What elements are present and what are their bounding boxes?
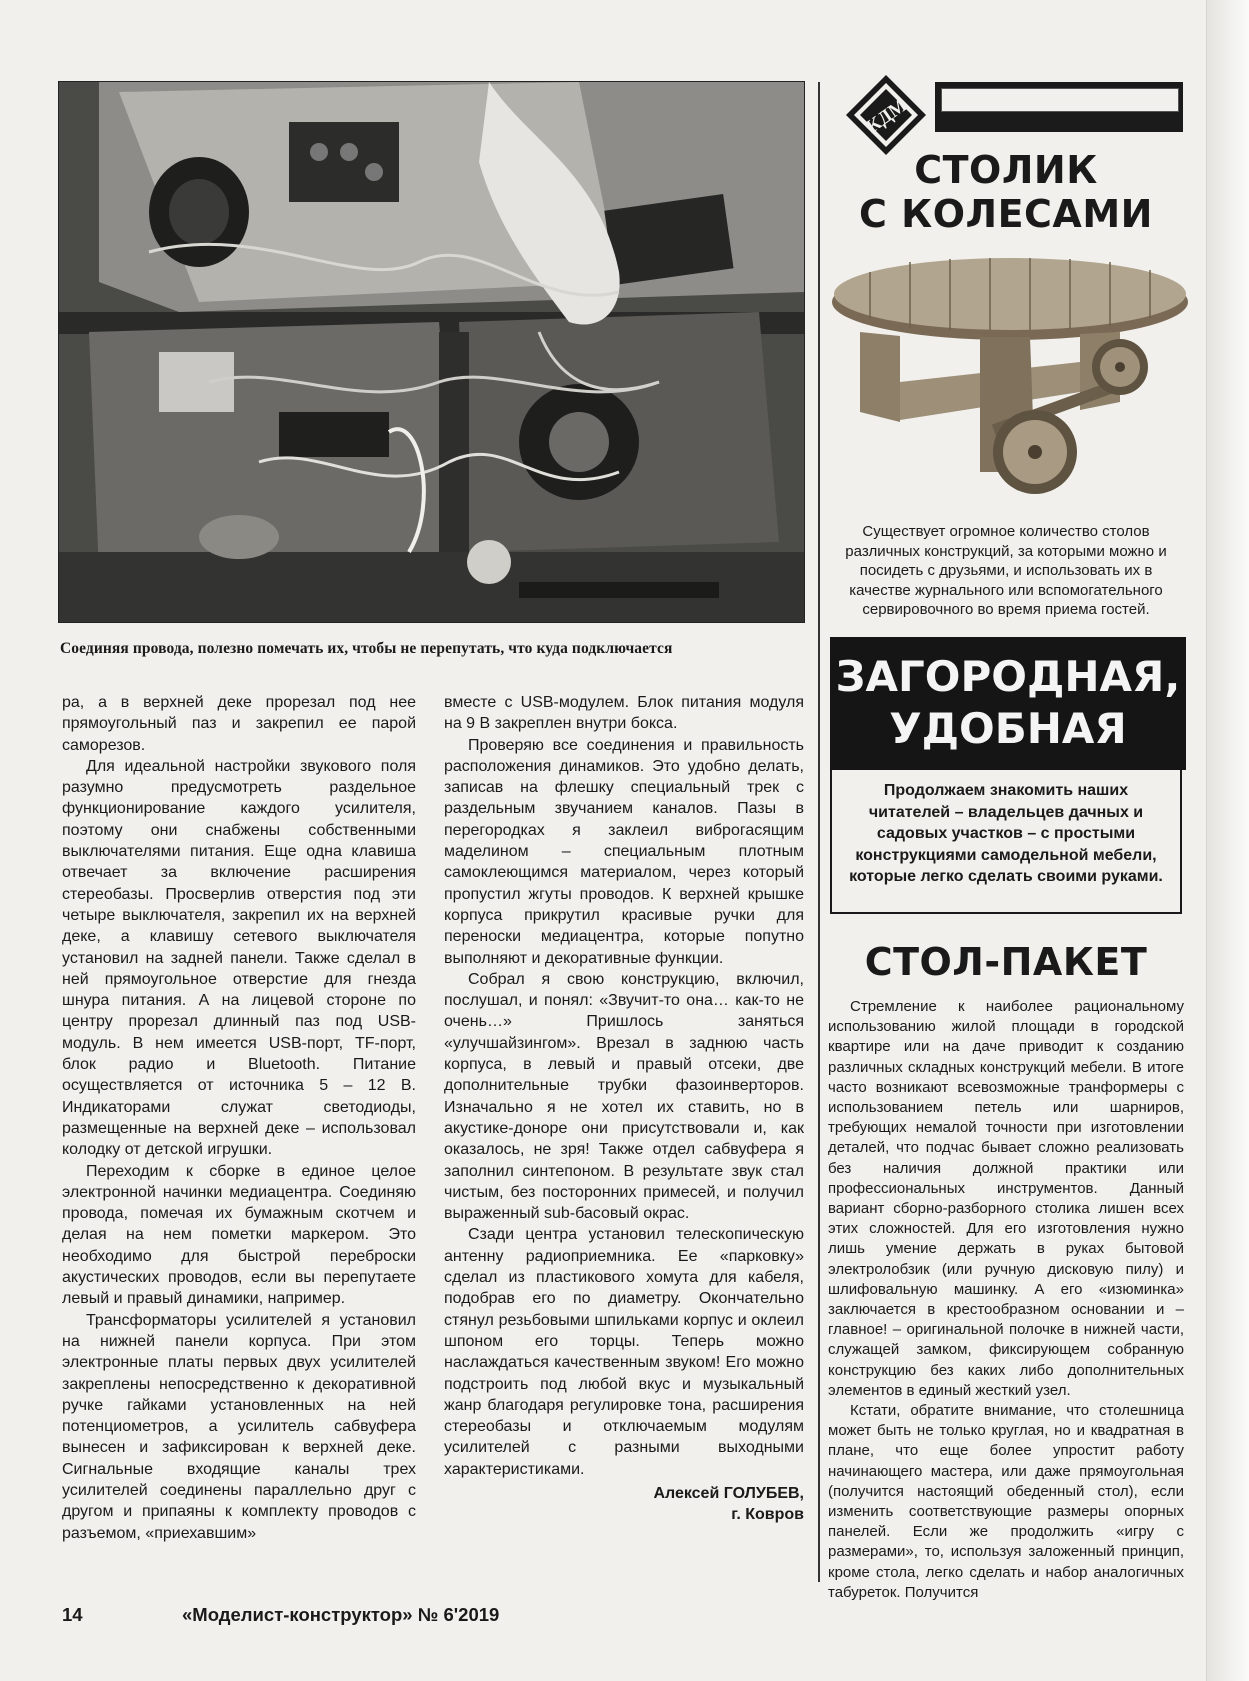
paragraph: Проверяю все соединения и правильность расположения динамиков. Это удобно делать, записав на флешку специальный трек с раздельным звучанием каналов. Пазы в перегородках я заклеил виброгасящим маделином – специальным плотным самоклеющимся материалом, через который пропустил жгуты проводов. К верхней крышке корпуса прикрутил красивые ручки для переноски медиацентра, которые попутно выполняют и декоративные функции. xyxy=(444,736,804,967)
banner-line-1: ЗАГОРОДНАЯ, xyxy=(835,652,1181,701)
lead-text: Продолжаем знакомить наших читателей – владельцев дачных и садовых участков – с простыми конструкциями самодельной мебели, которые легко сделать своими руками. xyxy=(849,782,1163,886)
kdm-logo xyxy=(845,74,927,156)
sidebar-title xyxy=(828,148,1184,236)
electronics-photo xyxy=(58,81,805,623)
photo-caption: Соединяя провода, полезно помечать их, чтобы не перепутать, что куда подключается xyxy=(60,640,673,657)
header-bar xyxy=(935,82,1183,132)
category-banner xyxy=(830,637,1186,770)
article-column-2 xyxy=(444,692,804,1525)
section-body xyxy=(828,997,1184,1603)
paragraph: Сзади центра установил телескопическую антенну радиоприемника. Ее «парковку» сделал из пластикового хомута для кабеля, подобрав его по диаметру. Окончательно стянул резьбовыми шпильками корпус и оклеил шпоном его торцы. Теперь можно наслаждаться качественным звуком! Его можно подстроить под любой вкус и музыкальный жанр благодаря регулировке тона, расширения стереобазы и отключаемым модулям усилителей с разными выходными характеристиками. xyxy=(444,1226,804,1478)
electronics-photo-drawing xyxy=(59,82,804,622)
sidebar-intro: Существует огромное количество столов различных конструкций, за которыми можно и посидеть с друзьями, и использовать их в качестве журнального или вспомогательного сервировочного во время приема гостей. xyxy=(845,523,1167,618)
column-divider xyxy=(818,82,820,1582)
page-edge xyxy=(1206,0,1249,1681)
title-line-1: СТОЛИК xyxy=(914,148,1098,192)
paragraph: Собрал я свою конструкцию, включил, послушал, и понял: «Звучит-то она… как-то не очень…» Пришлось заняться «улучшайзингом». Врезал в заднюю часть корпуса, в левый и правый отсеки, две дополнительные трубки фазоинверторов. Изначально я не хотел их ставить, но в акустике-доноре они присутствовали и, как оказалось, не зря! Также отдел сабвуфера я заполнил синтепоном. В результате звук стал чистым, без посторонних примесей, и получил выраженный sub-басовый окрас. xyxy=(444,970,804,1223)
paragraph: ра, а в верхней деке прорезал под нее прямоугольный паз и закрепил ее парой саморезов. xyxy=(62,694,416,754)
page-number: 14 xyxy=(62,1604,83,1625)
article-column-1 xyxy=(62,692,416,1544)
banner-line-2: УДОБНАЯ xyxy=(889,704,1127,753)
section-title: СТОЛ-ПАКЕТ xyxy=(864,940,1148,984)
title-line-2: С КОЛЕСАМИ xyxy=(859,192,1153,236)
logo-text: КДМ xyxy=(862,94,912,138)
wheeled-table-illustration xyxy=(830,252,1190,517)
author-city: г. Ковров xyxy=(731,1505,804,1523)
section-title-wrap xyxy=(828,940,1184,984)
magazine-name: «Моделист-конструктор» № 6'2019 xyxy=(182,1604,500,1625)
paragraph: Трансформаторы усилителей я установил на нижней панели корпуса. При этом электронные платы первых двух усилителей закреплены непосредственно к декоративной ручке гайками установленных на ней потенциометров, а усилитель сабвуфера вынесен и зафиксирован к верхней деке. Сигнальные входящие каналы трех усилителей соединены параллельно друг с другом и припаяны к комплекту проводов с разъемом, «приехавшим» xyxy=(62,1311,416,1542)
paragraph: вместе с USB-модулем. Блок питания модуля на 9 В закреплен внутри бокса. xyxy=(444,694,804,733)
author-name: Алексей ГОЛУБЕВ, xyxy=(653,1484,804,1502)
paragraph: Переходим к сборке в единое целое электронной начинки медиацентра. Соединяю провода, помечая их бумажным скотчем и делая на нем пометки маркером. Это необходимо для быстрой переброски акустических проводов, если вы перепутаете левый и правый динамики, например. xyxy=(62,1162,416,1308)
paragraph: Кстати, обратите внимание, что столешница может быть не только круглая, но и квадратная в плане, что еще более упростит работу начинающего мастера, или даже прямоугольная (получится настоящий обеденный стол), если изменить соответствующие размеры опорных панелей. Если же продолжить «игру с размерами», то, используя заложенный принцип, кроме стола, легко сделать и набор аналогичных табуреток. Получится xyxy=(828,1402,1184,1601)
paragraph: Для идеальной настройки звукового поля разумно предусмотреть раздельное функционирование каждого усилителя, поэтому они снабжены собственными выключателями питания. Еще одна клавиша отвечает за включение расширения стереобазы. Просверлив отверстия под эти четыре выключателя, закрепил их на верхней деке, а клавишу сетевого выключателя установил на задней панели. Также сделал в ней прямоугольное отверстие для гнезда шнура питания. А на лицевой стороне по центру прорезал длинный паз под USB-модуль. В нем имеется USB-порт, TF-порт, блок радио и Bluetooth. Питание осуществляется от источника 5 – 12 В. Индикаторами служат светодиоды, размещенные на верхней деке – использовал колодку от детской игрушки. xyxy=(62,757,416,1159)
lead-box xyxy=(830,770,1182,914)
paragraph: Стремление к наиболее рациональному использованию жилой площади в городской квартире или на даче приводит к созданию различных складных конструкций мебели. В итоге часто возникают всевозможные транформеры с использованием петель или шарниров, требующих немалой точности при изготовлении деталей, что подчас бывает сложно реализовать без наличия должной практики или профессиональных инструментов. Данный вариант сборно-разборного столика лишен всех этих сложностей. Для его изготовления нужно лишь умение держать в руках бытовой электролобзик (или ручную дисковую пилу) и шлифовальную машинку. А его «изюминка» заключается в крестообразном основании и – главное! – оригинальной полочке в нижней части, служащей замком, фиксирующем собранную конструкцию без каких либо дополнительных элементов в единый жесткий узел. xyxy=(828,998,1184,1399)
